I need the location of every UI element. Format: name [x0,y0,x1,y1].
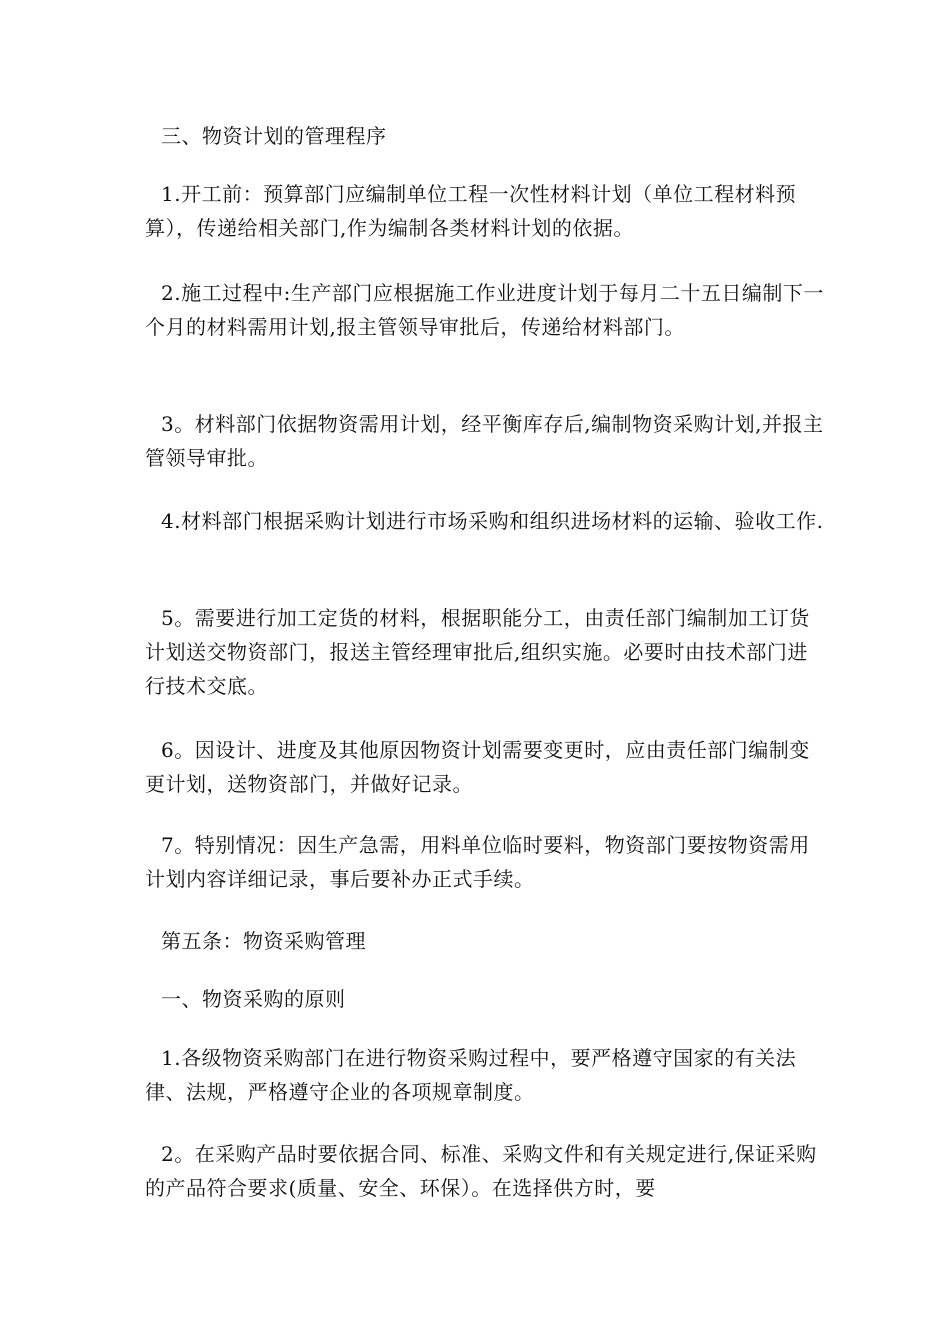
section-heading-management-procedure: 三、物资计划的管理程序 [161,124,387,148]
paragraph-item-6: 6。因设计、进度及其他原因物资计划需要变更时，应由责任部门编制变更计划，送物资部门，并做好记录。 [145,738,810,796]
paragraph-item-2: 2.施工过程中:生产部门应根据施工作业进度计划于每月二十五日编制下一个月的材料需用计划,报主管领导审批后，传递给材料部门。 [145,281,824,339]
paragraph-principle-1: 1.各级物资采购部门在进行物资采购过程中，要严格遵守国家的有关法律、法规，严格遵守企业的各项规章制度。 [145,1046,797,1104]
section-heading-procurement-principles: 一、物资采购的原则 [161,987,346,1011]
paragraph-item-4: 4.材料部门根据采购计划进行市场采购和组织进场材料的运输、验收工作. [161,509,824,533]
paragraph-principle-2: 2。在采购产品时要依据合同、标准、采购文件和有关规定进行,保证采购的产品符合要求(质量、安全、环保）。在选择供方时，要 [145,1142,817,1200]
paragraph-item-7: 7。特别情况：因生产急需，用料单位临时要料，物资部门要按物资需用计划内容详细记录，事后要补办正式手续。 [145,833,810,891]
paragraph-item-1: 1.开工前：预算部门应编制单位工程一次性材料计划（单位工程材料预算），传递给相关部门,作为编制各类材料计划的依据。 [145,182,797,240]
paragraph-item-5: 5。需要进行加工定货的材料，根据职能分工，由责任部门编制加工订货计划送交物资部门，报送主管经理审批后,组织实施。必要时由技术部门进行技术交底。 [145,606,810,698]
paragraph-item-3: 3。材料部门依据物资需用计划，经平衡库存后,编制物资采购计划,并报主管领导审批。 [145,412,824,470]
article-heading-procurement: 第五条：物资采购管理 [161,929,366,953]
